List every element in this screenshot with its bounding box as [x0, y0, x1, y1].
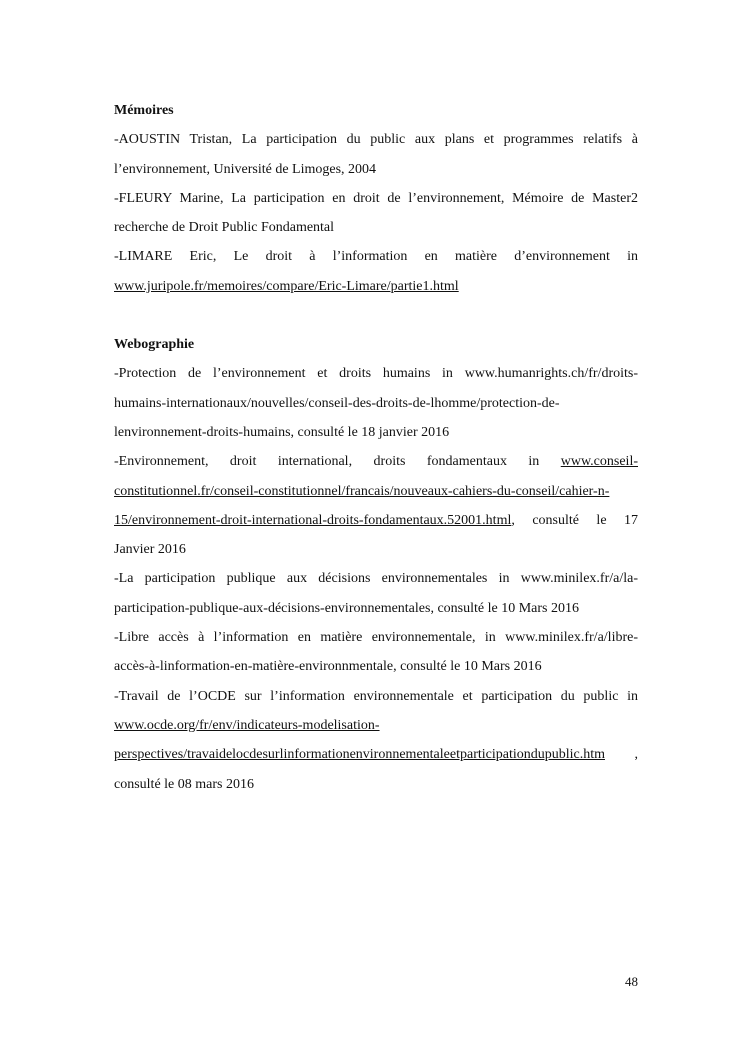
- entry-protection-line-3: lenvironnement-droits-humains, consulté le 18 janvier 2016: [114, 424, 450, 440]
- entry-ocde-line-4: consulté le 08 mars 2016: [114, 776, 254, 792]
- entry-protection-line-1: -Protection de l’environnement et droits humains in www.humanrights.ch/fr/droits-: [114, 366, 638, 382]
- entry-environnement-line-3: [88, 506, 638, 535]
- entry-environnement-text-3: , consulté le 17: [511, 512, 638, 528]
- section-spacer: [88, 301, 638, 330]
- entry-environnement-line-2: [88, 477, 638, 506]
- entry-environnement: [88, 447, 638, 564]
- webographie-heading: Webographie: [114, 337, 195, 353]
- entry-aoustin-line-2: l’environnement, Université de Limoges, 2004: [114, 161, 377, 177]
- entry-ocde-line-2: [88, 711, 638, 740]
- entry-protection-line-2: humains-internationaux/nouvelles/conseil-des-droits-de-lhomme/protection-de-: [114, 395, 560, 411]
- bibliography-content: [88, 96, 638, 799]
- ocde-link-part-2[interactable]: perspectives/travaidelocdesurlinformationenvironnementaleetparticipationdupublic.htm: [114, 747, 605, 763]
- entry-participation-line-1: -La participation publique aux décisions environnementales in www.minilex.fr/a/la-: [114, 571, 638, 587]
- entry-fleury-line-2: recherche de Droit Public Fondamental: [114, 220, 335, 236]
- entry-limare: [88, 242, 638, 301]
- conseil-link-part-1[interactable]: www.conseil-: [560, 454, 638, 470]
- entry-limare-line-2: [88, 272, 638, 301]
- juripole-link[interactable]: www.juripole.fr/memoires/compare/Eric-Limare/partie1.html: [114, 278, 459, 294]
- ocde-link-part-1[interactable]: www.ocde.org/fr/env/indicateurs-modelisation-: [114, 717, 380, 733]
- entry-participation-line-2: participation-publique-aux-décisions-environnementales, consulté le 10 Mars 2016: [114, 600, 579, 616]
- entry-ocde-line-1: -Travail de l’OCDE sur l’information environnementale et participation du public in: [114, 688, 638, 704]
- entry-aoustin-line-1: -AOUSTIN Tristan, La participation du public aux plans et programmes relatifs à: [114, 132, 638, 148]
- entry-fleury-line-1: -FLEURY Marine, La participation en droit de l’environnement, Mémoire de Master2: [114, 190, 638, 206]
- entry-limare-line-1: -LIMARE Eric, Le droit à l’information en matière d’environnement in: [114, 249, 638, 265]
- entry-environnement-line-1: [88, 447, 638, 476]
- entry-environnement-text-1: -Environnement, droit international, droits fondamentaux in: [114, 454, 540, 470]
- page-number: 48: [625, 974, 638, 989]
- memoires-heading: Mémoires: [114, 103, 174, 118]
- conseil-link-part-2[interactable]: constitutionnel.fr/conseil-constitutionnel/francais/nouveaux-cahiers-du-conseil/cahier-n-: [114, 483, 610, 499]
- entry-ocde: [88, 682, 638, 799]
- entry-participation: [88, 564, 638, 623]
- entry-libre-acces-line-2: accès-à-linformation-en-matière-environnmentale, consulté le 10 Mars 2016: [114, 659, 542, 675]
- entry-libre-acces: [88, 623, 638, 682]
- entry-environnement-line-4: Janvier 2016: [114, 542, 186, 558]
- entry-ocde-line-3: [88, 740, 638, 769]
- entry-ocde-text-3: ,: [634, 747, 638, 763]
- entry-protection: [88, 359, 638, 447]
- entry-aoustin: [88, 125, 638, 184]
- conseil-link-part-3[interactable]: 15/environnement-droit-international-droits-fondamentaux.52001.html: [114, 512, 512, 528]
- entry-libre-acces-line-1: -Libre accès à l’information en matière environnementale, in www.minilex.fr/a/libre-: [114, 630, 638, 646]
- entry-fleury: [88, 184, 638, 243]
